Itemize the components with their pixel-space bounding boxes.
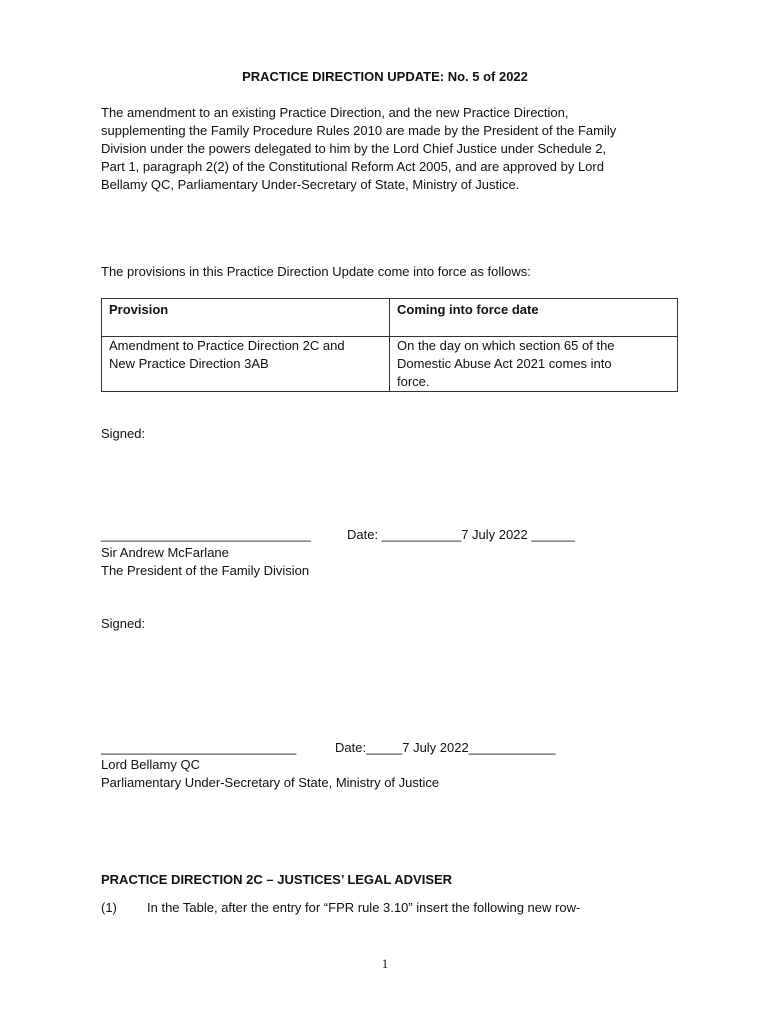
provisions-table xyxy=(101,298,678,392)
intro-line: The amendment to an existing Practice Direction, and the new Practice Direction, xyxy=(101,105,569,120)
date-line: force. xyxy=(397,374,430,389)
signatory-role: The President of the Family Division xyxy=(101,563,310,578)
date-line: On the day on which section 65 of the xyxy=(397,338,615,353)
provision-line: New Practice Direction 3AB xyxy=(109,356,269,371)
signature-date: Date:_____7 July 2022____________ xyxy=(335,740,556,755)
signature-line: _____________________________ xyxy=(101,527,311,542)
signatory-role: Parliamentary Under-Secretary of State, Ministry of Justice xyxy=(101,775,440,790)
document-title: PRACTICE DIRECTION UPDATE: No. 5 of 2022 xyxy=(242,69,528,84)
paragraph-number: (1) xyxy=(101,900,117,915)
signatory-name: Lord Bellamy QC xyxy=(101,757,200,772)
header-provision: Provision xyxy=(102,299,390,337)
provision-cell xyxy=(102,337,390,392)
intro-line: Part 1, paragraph 2(2) of the Constitutional Reform Act 2005, and are approved by Lord xyxy=(101,159,604,174)
paragraph-text: In the Table, after the entry for “FPR rule 3.10” insert the following new row- xyxy=(147,900,581,915)
page-number: 1 xyxy=(381,956,389,971)
signature-date: Date: ___________7 July 2022 ______ xyxy=(347,527,575,542)
intro-line: Division under the powers delegated to him by the Lord Chief Justice under Schedule 2, xyxy=(101,141,607,156)
date-line: Domestic Abuse Act 2021 comes into xyxy=(397,356,612,371)
table-header-row xyxy=(102,299,678,337)
signature-line: ___________________________ xyxy=(101,740,297,755)
intro-paragraph xyxy=(101,104,681,194)
provision-line: Amendment to Practice Direction 2C and xyxy=(109,338,345,353)
header-coming-into-force-date: Coming into force date xyxy=(390,299,678,337)
signed-label: Signed: xyxy=(101,426,146,441)
provisions-intro: The provisions in this Practice Direction Update come into force as follows: xyxy=(101,264,531,279)
signatory-name: Sir Andrew McFarlane xyxy=(101,545,229,560)
table-row xyxy=(102,337,678,392)
date-cell xyxy=(390,337,678,392)
signed-label: Signed: xyxy=(101,616,146,631)
section-heading: PRACTICE DIRECTION 2C – JUSTICES’ LEGAL ADVISER xyxy=(101,872,453,887)
intro-line: supplementing the Family Procedure Rules 2010 are made by the President of the Family xyxy=(101,123,617,138)
intro-line: Bellamy QC, Parliamentary Under-Secretary of State, Ministry of Justice. xyxy=(101,177,520,192)
